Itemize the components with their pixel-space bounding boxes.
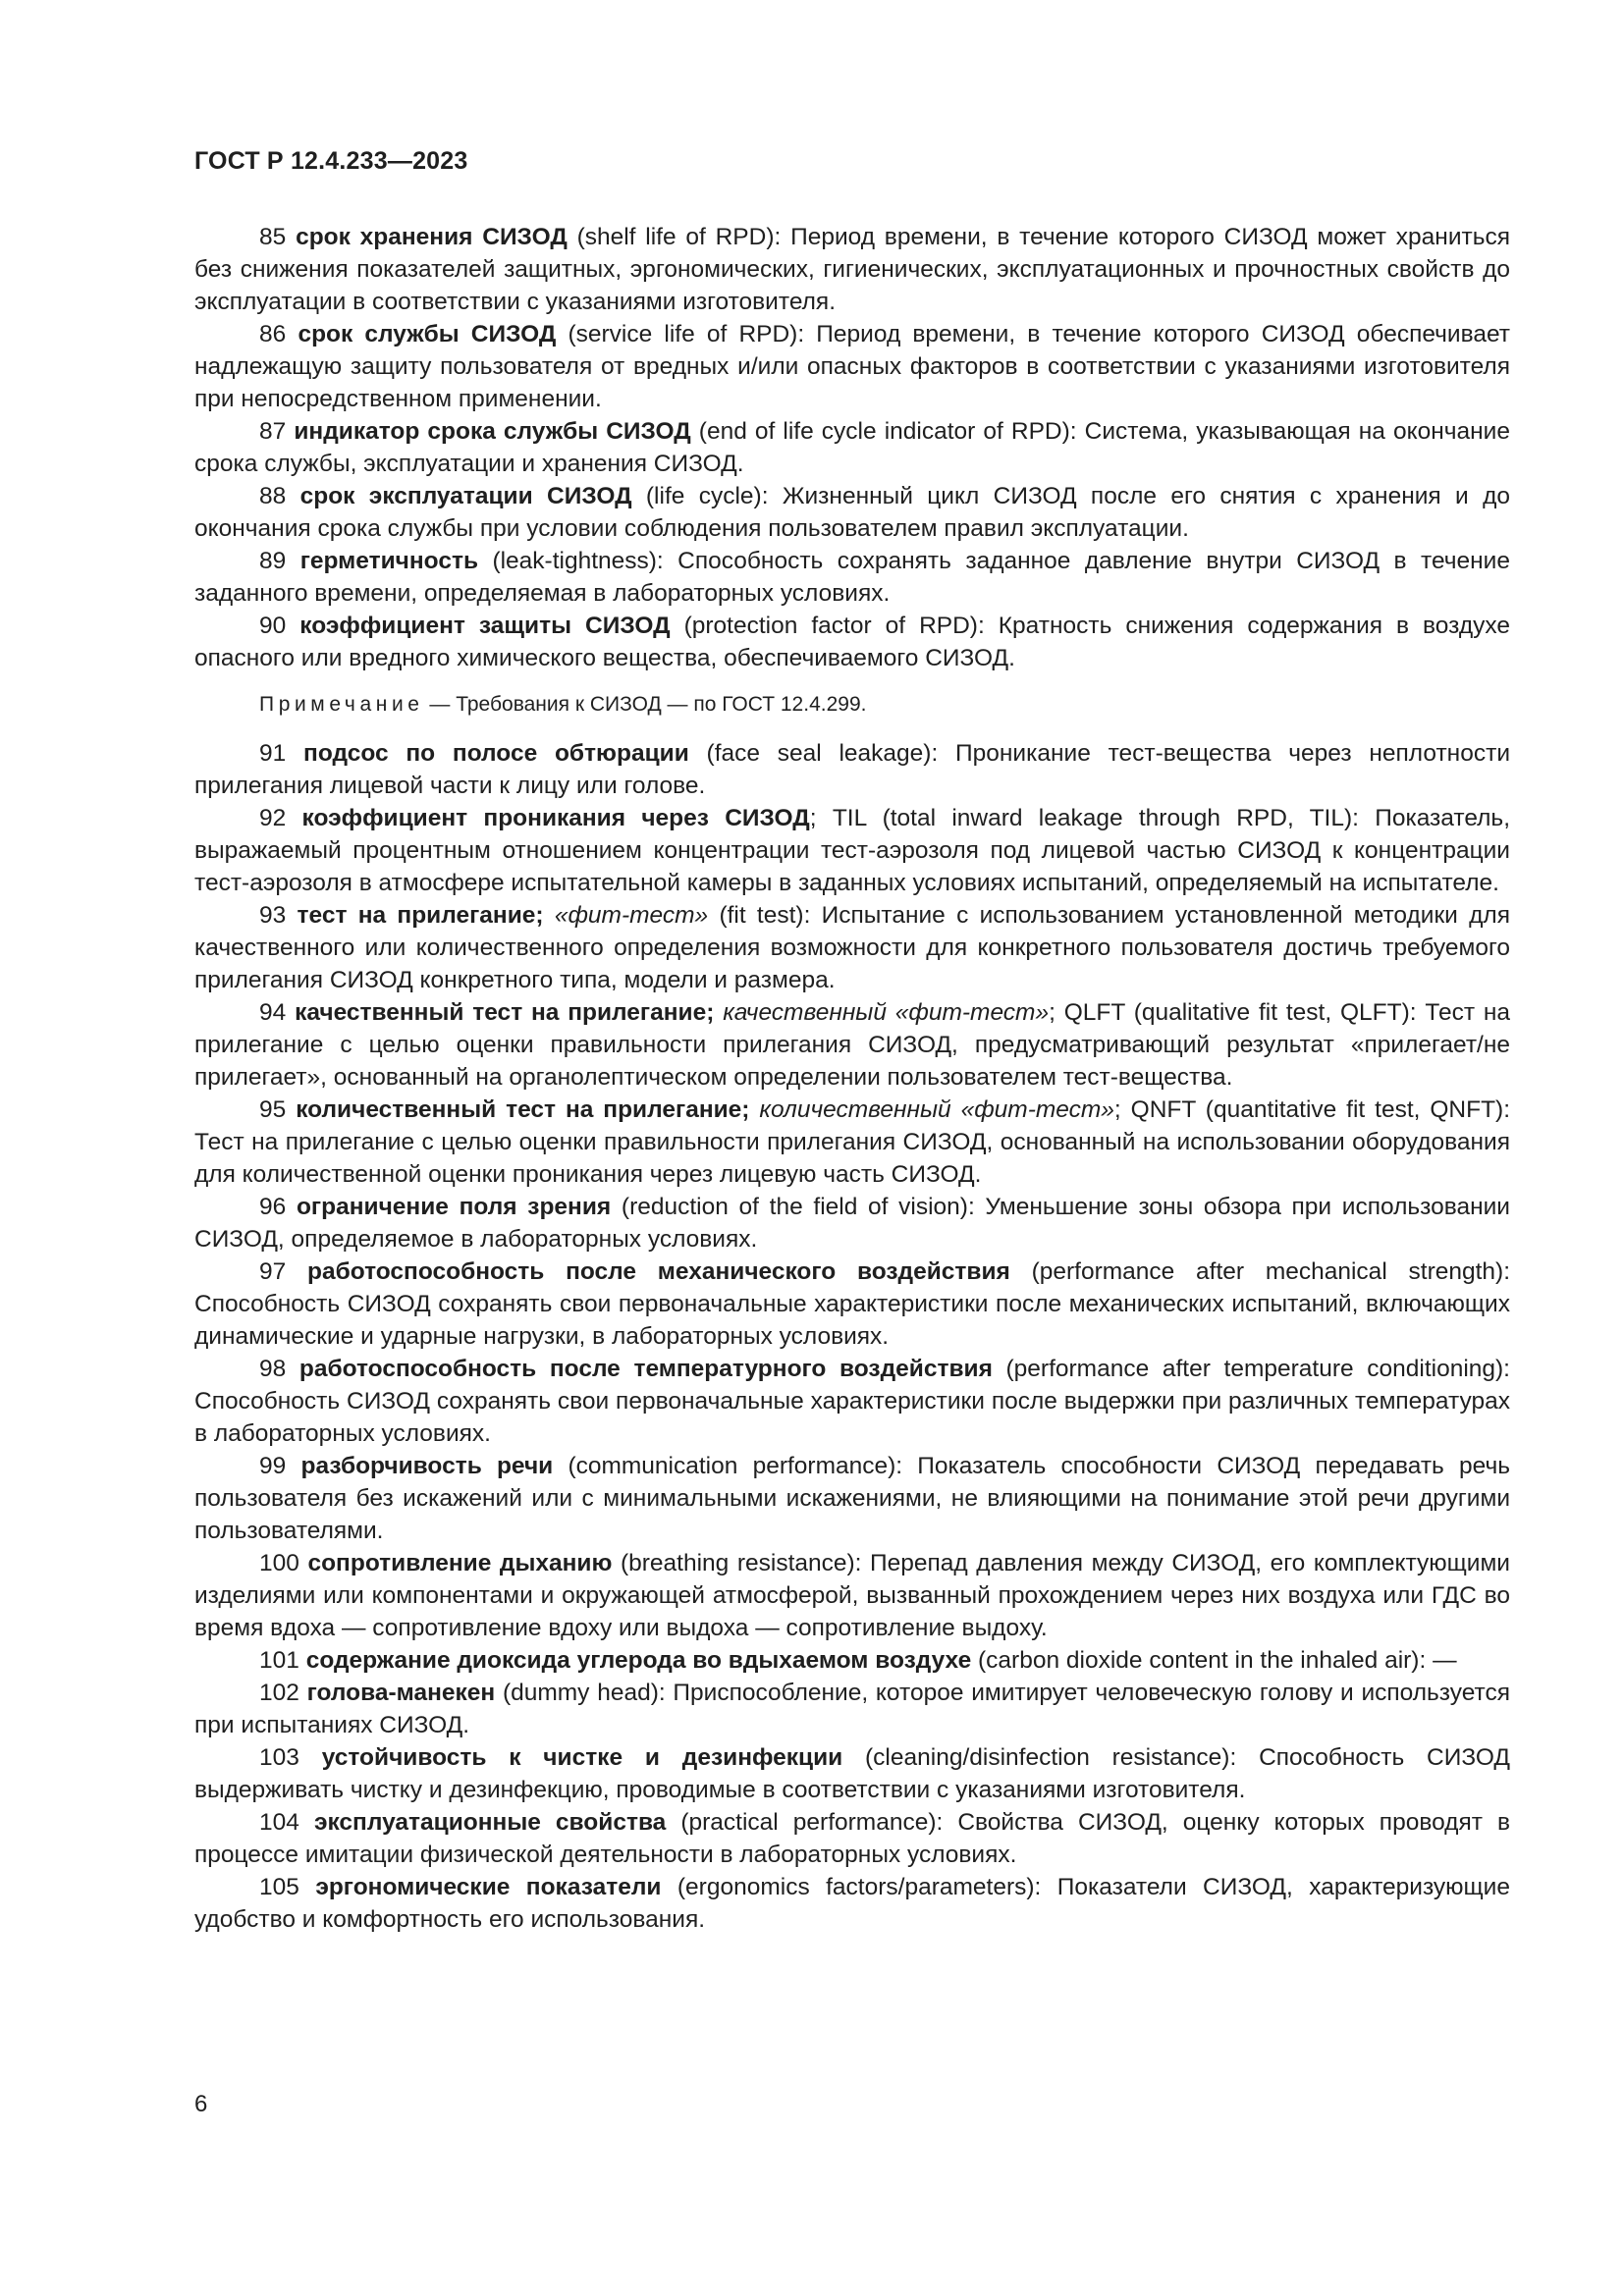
term-synonym: «фит-тест»: [543, 902, 709, 929]
term-entry: [194, 802, 1510, 899]
term-definition: (reduction of the field of vision): Уменьшение зоны обзора при использовании СИЗОД, определяемое в лабораторных условиях.: [194, 1194, 1510, 1253]
term-number: 88: [259, 483, 287, 509]
term-definition: (service life of RPD): Период времени, в течение которого СИЗОД обеспечивает надлежащую защиту пользователя от вредных и/или опасных факторов в соответствии с указаниями изготовителя при непосредственном применении.: [194, 321, 1510, 412]
term-number: 98: [259, 1356, 287, 1382]
term-entry: [194, 1741, 1510, 1806]
term-number: 93: [259, 902, 287, 929]
term-name: качественный тест на прилегание;: [295, 999, 715, 1026]
term-entry: [194, 1094, 1510, 1191]
term-name: срок службы СИЗОД: [298, 321, 557, 347]
term-definition: (communication performance): Показатель способности СИЗОД передавать речь пользователя без искажений или с минимальными искажениями, не влияющими на понимание этой речи другими пользователями.: [194, 1453, 1510, 1544]
term-definition: (shelf life of RPD): Период времени, в течение которого СИЗОД может храниться без снижения показателей защитных, эргономических, гигиенических, эксплуатационных и прочностных свойств до эксплуатации в соответствии с указаниями изготовителя.: [194, 224, 1511, 315]
term-definition: (carbon dioxide content in the inhaled air): —: [971, 1647, 1457, 1674]
term-definition: (performance after temperature conditioning): Способность СИЗОД сохранять свои первоначальные характеристики после выдержки при различных температурах в лабораторных условиях.: [194, 1356, 1510, 1447]
term-name: срок хранения СИЗОД: [296, 224, 568, 250]
term-entry: [194, 996, 1510, 1094]
term-definition: (ergonomics factors/parameters): Показатели СИЗОД, характеризующие удобство и комфортность его использования.: [194, 1874, 1510, 1933]
term-entry: [194, 1255, 1510, 1353]
note: [194, 690, 1510, 720]
terms-list-b: [194, 737, 1510, 1936]
term-entry: [194, 1806, 1510, 1871]
term-entry: [194, 1450, 1510, 1547]
term-definition: (practical performance): Свойства СИЗОД, оценку которых проводят в процессе имитации физической деятельности в лабораторных условиях.: [194, 1809, 1511, 1868]
term-number: 89: [259, 548, 287, 574]
term-name: эргономические показатели: [315, 1874, 662, 1900]
term-definition: (breathing resistance): Перепад давления между СИЗОД, его комплектующими изделиями или компонентами и окружающей атмосферой, вызванный прохождением через них воздуха или ГДС во время вдоха — сопротивление вдоху или выдоха — сопротивление выдоху.: [194, 1550, 1510, 1641]
term-name: коэффициент проникания через СИЗОД: [301, 805, 810, 831]
term-definition: (end of life cycle indicator of RPD): Система, указывающая на окончание срока службы, эксплуатации и хранения СИЗОД.: [194, 418, 1510, 477]
term-definition: (fit test): Испытание с использованием установленной методики для качественного или количественного определения возможности для конкретного пользователя достичь требуемого прилегания СИЗОД конкретного типа, модели и размера.: [194, 902, 1510, 993]
term-definition: (life cycle): Жизненный цикл СИЗОД после его снятия с хранения и до окончания срока службы при условии соблюдения пользователем правил эксплуатации.: [194, 483, 1510, 542]
term-entry: [194, 1644, 1510, 1677]
term-name: работоспособность после механического воздействия: [307, 1258, 1010, 1285]
term-name: эксплуатационные свойства: [313, 1809, 667, 1836]
term-definition: (cleaning/disinfection resistance): Способность СИЗОД выдерживать чистку и дезинфекцию, проводимые в соответствии с указаниями изготовителя.: [194, 1744, 1510, 1803]
page-number: 6: [194, 2091, 208, 2117]
term-number: 87: [259, 418, 287, 445]
term-name: срок эксплуатации СИЗОД: [299, 483, 632, 509]
term-number: 104: [259, 1809, 299, 1836]
term-entry: [194, 899, 1510, 996]
term-definition: ; TIL (total inward leakage through RPD, TIL): Показатель, выражаемый процентным отношением концентрации тест-аэрозоля под лицевой частью СИЗОД к концентрации тест-аэрозоля в атмосфере испытательной камеры в заданных условиях испытаний, определяемый на испытателе.: [194, 805, 1511, 896]
term-definition: ; QNFT (quantitative fit test, QNFT): Тест на прилегание с целью оценки правильности прилегания СИЗОД, основанный на использовании оборудования для количественной оценки проникания через лицевую часть СИЗОД.: [194, 1096, 1511, 1188]
term-entry: [194, 610, 1510, 674]
term-synonym: количественный «фит-тест»: [749, 1096, 1114, 1123]
term-name: герметичность: [299, 548, 479, 574]
term-definition: ; QLFT (qualitative fit test, QLFT): Тест на прилегание с целью оценки правильности прилегания СИЗОД, предусматривающий результат «прилегает/не прилегает», основанный на органолептическом определении пользователем тест-вещества.: [194, 999, 1511, 1091]
term-definition: (leak-tightness): Способность сохранять заданное давление внутри СИЗОД в течение заданного времени, определяемая в лабораторных условиях.: [194, 548, 1510, 607]
term-entry: [194, 318, 1510, 415]
term-entry: [194, 545, 1510, 610]
term-definition: (protection factor of RPD): Кратность снижения содержания в воздухе опасного или вредного химического вещества, обеспечиваемого СИЗОД.: [194, 613, 1510, 671]
term-name: индикатор срока службы СИЗОД: [294, 418, 691, 445]
note-text: — Требования к СИЗОД — по ГОСТ 12.4.299.: [423, 693, 867, 716]
term-name: содержание диоксида углерода во вдыхаемом воздухе: [305, 1647, 972, 1674]
term-entry: [194, 1191, 1510, 1255]
terms-list-a: [194, 221, 1510, 674]
term-definition: (face seal leakage): Проникание тест-вещества через неплотности прилегания лицевой части к лицу или голове.: [194, 740, 1510, 799]
term-name: голова-манекен: [306, 1680, 496, 1706]
term-entry: [194, 1871, 1510, 1936]
document-body: [194, 221, 1510, 1936]
note-label: Примечание: [259, 693, 424, 716]
term-name: ограничение поля зрения: [296, 1194, 612, 1220]
term-entry: [194, 221, 1510, 318]
term-number: 92: [259, 805, 287, 831]
term-number: 85: [259, 224, 287, 250]
term-name: сопротивление дыханию: [307, 1550, 613, 1576]
term-name: устойчивость к чистке и дезинфекции: [321, 1744, 843, 1771]
term-name: работоспособность после температурного воздействия: [298, 1356, 993, 1382]
term-definition: (performance after mechanical strength): Способность СИЗОД сохранять свои первоначальные характеристики после механических испытаний, включающих динамические и ударные нагрузки, в лабораторных условиях.: [194, 1258, 1511, 1350]
term-name: коэффициент защиты СИЗОД: [299, 613, 671, 639]
term-number: 94: [259, 999, 287, 1026]
term-number: 101: [259, 1647, 299, 1674]
term-number: 90: [259, 613, 287, 639]
term-entry: [194, 1677, 1510, 1741]
term-definition: (dummy head): Приспособление, которое имитирует человеческую голову и используется при испытаниях СИЗОД.: [194, 1680, 1511, 1738]
term-name: разборчивость речи: [300, 1453, 554, 1479]
term-number: 100: [259, 1550, 299, 1576]
term-name: тест на прилегание;: [297, 902, 544, 929]
term-number: 95: [259, 1096, 287, 1123]
term-number: 86: [259, 321, 287, 347]
term-number: 103: [259, 1744, 299, 1771]
term-entry: [194, 480, 1510, 545]
term-entry: [194, 1353, 1510, 1450]
term-name: количественный тест на прилегание;: [296, 1096, 750, 1123]
term-name: подсос по полосе обтюрации: [303, 740, 689, 767]
term-number: 102: [259, 1680, 299, 1706]
term-number: 91: [259, 740, 287, 767]
term-entry: [194, 1547, 1510, 1644]
term-synonym: качественный «фит-тест»: [714, 999, 1050, 1026]
term-entry: [194, 737, 1510, 802]
term-number: 97: [259, 1258, 287, 1285]
term-entry: [194, 415, 1510, 480]
term-number: 105: [259, 1874, 299, 1900]
term-number: 99: [259, 1453, 287, 1479]
term-number: 96: [259, 1194, 287, 1220]
page-header: ГОСТ Р 12.4.233—2023: [194, 147, 468, 175]
